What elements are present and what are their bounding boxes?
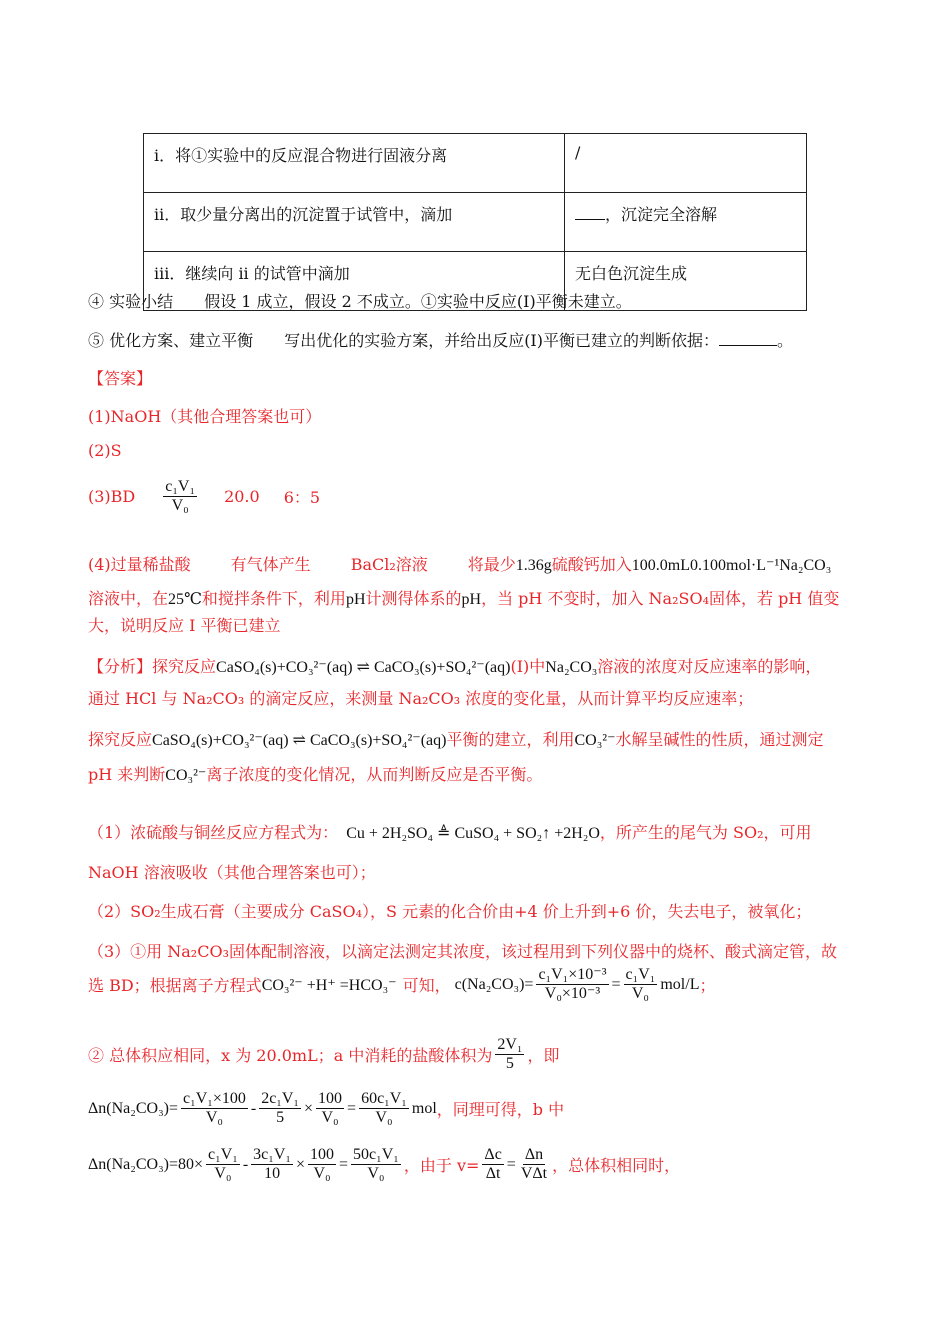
solution-5: Δn(Na₂CO₃)= $\frac{\text{c₁V₁×100}}{\text{V₀}}$ - $\frac{\text{2c₁V₁}}{5}$ × $\frac{100}{\text{V₀}}$ = $\frac{\text{60c₁V₁}}{\text{V₀}}$ mol ，同理可得，b 中: [88, 1090, 565, 1126]
a4-part: 将最少: [467, 555, 516, 574]
fraction-num: c₁V₁: [625, 966, 656, 983]
fraction: [519, 1146, 549, 1183]
analysis-text: （1）浓硫酸与铜丝反应方程式为：: [88, 823, 339, 842]
summary-line: [88, 289, 632, 312]
table-cell-step: ii．取少量分离出的沉淀置于试管中，滴加: [144, 193, 565, 252]
analysis-text: 选 BD；根据离子方程式: [88, 976, 262, 995]
fraction-num: 50c₁V₁: [353, 1146, 399, 1163]
answer-4-line2: [88, 586, 839, 609]
fraction-num: Δc: [484, 1146, 502, 1163]
a4-ph: pH: [461, 591, 482, 608]
fraction-den: VΔt: [520, 1165, 548, 1182]
fraction: [495, 1036, 524, 1073]
analysis-text: 探究反应: [152, 657, 217, 676]
analysis-text: ，总体积相同时，: [552, 1156, 681, 1175]
answer-blank: [575, 205, 605, 220]
fraction-den: V₀×10⁻³: [544, 985, 601, 1002]
fraction-den: V₀: [367, 1165, 385, 1182]
optimize-text: 写出优化的实验方案，并给出反应(I)平衡已建立的判断依据：: [284, 331, 719, 350]
optimize-line: [88, 328, 793, 351]
table-cell-result: 无白色沉淀生成: [565, 252, 807, 311]
answer-4-line1: [88, 552, 831, 575]
summary-text: 假设 1 成立，假设 2 不成立。①实验中反应(I)平衡未建立。: [204, 292, 632, 311]
fraction: [206, 1146, 240, 1183]
fraction: [163, 478, 197, 515]
delta-n-lhs: Δn(Na₂CO₃)=: [88, 1099, 179, 1117]
fraction: [259, 1090, 301, 1127]
fraction: [351, 1146, 401, 1183]
analysis-p2: 通过 HCl 与 Na₂CO₃ 的滴定反应，来测量 Na₂CO₃ 浓度的变化量，从而计算平均反应速率；: [88, 689, 754, 708]
reaction-equation: CaSO₄(s)+CO₃²⁻(aq) ⇌ CaCO₃(s)+SO₄²⁻(aq): [152, 732, 447, 749]
formula: Na₂CO₃: [545, 659, 598, 676]
fraction-num: c₁V₁: [165, 478, 196, 495]
fraction-num: c₁V₁: [208, 1146, 238, 1163]
fraction-num: 2c₁V₁: [261, 1090, 299, 1107]
analysis-text: (I)中: [510, 657, 546, 676]
a4-mass: 1.36g: [515, 557, 552, 574]
reaction-equation: CaSO₄(s)+CO₃²⁻(aq) ⇌ CaCO₃(s)+SO₄²⁻(aq): [216, 659, 511, 676]
a4-conc: 100.0mL0.100mol·L⁻¹Na₂CO₃: [631, 557, 832, 574]
a4-part: 和搅拌条件下，利用: [201, 589, 346, 608]
a4-part: BaCl₂溶液: [350, 555, 428, 574]
fraction-den: V₀: [631, 985, 650, 1002]
answer-3-volume: 20.0: [224, 487, 260, 506]
fraction-num: Δn: [524, 1146, 544, 1163]
answer-blank: [719, 331, 777, 346]
a4-part: 硫酸钙加入: [551, 555, 632, 574]
answer-3-ratio: 6：5: [283, 488, 321, 507]
analysis-text: ；: [699, 976, 716, 995]
analysis-p4: [88, 762, 542, 785]
fraction-den: V₀: [375, 1109, 393, 1126]
analysis-text: 水解呈碱性的性质，通过测定: [615, 730, 824, 749]
analysis-text: 平衡的建立，利用: [446, 730, 575, 749]
fraction-den: V₀: [171, 497, 189, 514]
fraction: [251, 1146, 293, 1183]
analysis-text: 溶液的浓度对反应速率的影响，: [597, 657, 822, 676]
reaction-equation: Cu + 2H₂SO₄ ≜ CuSO₄ + SO₂↑ +2H₂O: [346, 825, 600, 842]
fraction-den: Δt: [485, 1165, 501, 1182]
analysis-header: 【分析】: [88, 657, 153, 676]
fraction: [624, 966, 658, 1003]
answer-header: 【答案】: [88, 369, 153, 388]
answer-3-prefix: (3)BD: [88, 487, 136, 506]
delta-n-lhs: Δn(Na₂CO₃)=80×: [88, 1155, 204, 1173]
a4-part: 计测得体系的: [365, 589, 462, 608]
fraction-den: 10: [264, 1165, 281, 1182]
fraction: [482, 1146, 503, 1183]
table-cell-result: /: [565, 134, 807, 193]
fraction-den: V₀: [205, 1109, 223, 1126]
analysis-text: ，即: [527, 1046, 560, 1065]
fraction: [316, 1090, 344, 1127]
fraction-den: 5: [505, 1055, 514, 1072]
optimize-end: 。: [777, 331, 794, 350]
analysis-text: ，同理可得，b 中: [436, 1100, 565, 1119]
fraction-num: 2V₁: [497, 1036, 523, 1053]
ion-equation: CO₃²⁻ +H⁺ =HCO₃⁻: [261, 976, 397, 994]
analysis-p1: [88, 654, 821, 677]
fraction-num: 60c₁V₁: [361, 1090, 407, 1107]
experiment-table: [143, 133, 807, 311]
fraction-den: V₀: [214, 1165, 232, 1182]
fraction: [181, 1090, 248, 1127]
solution-6: Δn(Na₂CO₃)=80× $\frac{\text{c₁V₁}}{\text{V₀}}$ - $\frac{\text{3c₁V₁}}{10}$ × $\frac{100}{\text{V₀}}$ = $\frac{\text{50c₁V₁}}{\text{V₀}}$ ，由于 v= $\frac{\Delta c}{\Delta t}$ = $\frac{\Delta n}{\text{VΔt}}$ ，总体积相同时，: [88, 1146, 681, 1182]
solution-2: （2）SO₂生成石膏（主要成分 CaSO₄），S 元素的化合价由+4 价上升到+6 价，失去电子，被氧化；: [88, 902, 812, 921]
fraction-den: V₀: [313, 1165, 331, 1182]
fraction-num: 100: [318, 1090, 343, 1107]
fraction-num: c₁V₁×100: [183, 1090, 246, 1107]
solution-3b: 选 BD；根据离子方程式 CO₃²⁻ +H⁺ =HCO₃⁻ 可知， c(Na₂CO₃)= $\frac{\text{c₁V₁×10⁻³}}{\text{V₀×10⁻³}}$ = $\frac{\text{c₁V₁}}{\text{V₀}}$ mol/L ；: [88, 966, 716, 1002]
solution-3a: （3）①用 Na₂CO₃固体配制溶液，以滴定法测定其浓度，该过程用到下列仪器中的烧杯、酸式滴定管，故: [88, 942, 837, 961]
answer-2: (2)S: [88, 441, 122, 460]
concentration-lhs: c(Na₂CO₃)=: [454, 975, 534, 993]
analysis-text: 可知，: [402, 976, 451, 995]
fraction: [308, 1146, 336, 1183]
table-cell-step: iii．继续向 ii 的试管中滴加: [144, 252, 565, 311]
fraction: [536, 966, 608, 1003]
table-cell-step: i．将①实验中的反应混合物进行固液分离: [144, 134, 565, 193]
analysis-text: 探究反应: [88, 730, 153, 749]
solution-1b: NaOH 溶液吸收（其他合理答案也可）；: [88, 863, 376, 882]
table-row: [144, 134, 807, 193]
a4-ph: pH: [345, 591, 366, 608]
a4-part: ，当 pH 不变时，加入 Na₂SO₄固体，若 pH 值变: [481, 589, 840, 608]
a4-part: 溶液中，在: [88, 589, 169, 608]
fraction-den: 5: [276, 1109, 285, 1126]
answer-3: [88, 478, 320, 515]
fraction-num: 100: [310, 1146, 335, 1163]
analysis-text: ，由于 v=: [403, 1156, 480, 1175]
fraction-num: c₁V₁×10⁻³: [538, 966, 607, 983]
solution-1: [88, 820, 812, 843]
a4-temp: 25℃: [168, 591, 202, 608]
table-cell-result: [565, 193, 807, 252]
optimize-label: ⑤ 优化方案、建立平衡: [88, 331, 254, 350]
a4-part: (4)过量稀盐酸: [88, 555, 191, 574]
formula: CO₃²⁻: [165, 767, 207, 784]
fraction-den: V₀: [321, 1109, 339, 1126]
fraction: [359, 1090, 409, 1127]
formula: CO₃²⁻: [574, 732, 616, 749]
solution-4: [88, 1036, 560, 1073]
answer-4-line3: 大，说明反应 I 平衡已建立: [88, 616, 281, 635]
analysis-p3: [88, 727, 824, 750]
analysis-text: ② 总体积应相同，x 为 20.0mL；a 中消耗的盐酸体积为: [88, 1046, 493, 1065]
unit: mol: [411, 1099, 437, 1117]
analysis-text: ，所产生的尾气为 SO₂，可用: [599, 823, 812, 842]
table-row: [144, 193, 807, 252]
a4-part: 有气体产生: [230, 555, 311, 574]
result-text: ，沉淀完全溶解: [605, 205, 718, 224]
analysis-text: 离子浓度的变化情况，从而判断反应是否平衡。: [206, 765, 543, 784]
answer-1: (1)NaOH（其他合理答案也可）: [88, 407, 322, 426]
summary-label: ④ 实验小结: [88, 292, 174, 311]
fraction-num: 3c₁V₁: [253, 1146, 291, 1163]
unit: mol/L: [660, 975, 700, 993]
analysis-text: pH 来判断: [88, 765, 166, 784]
